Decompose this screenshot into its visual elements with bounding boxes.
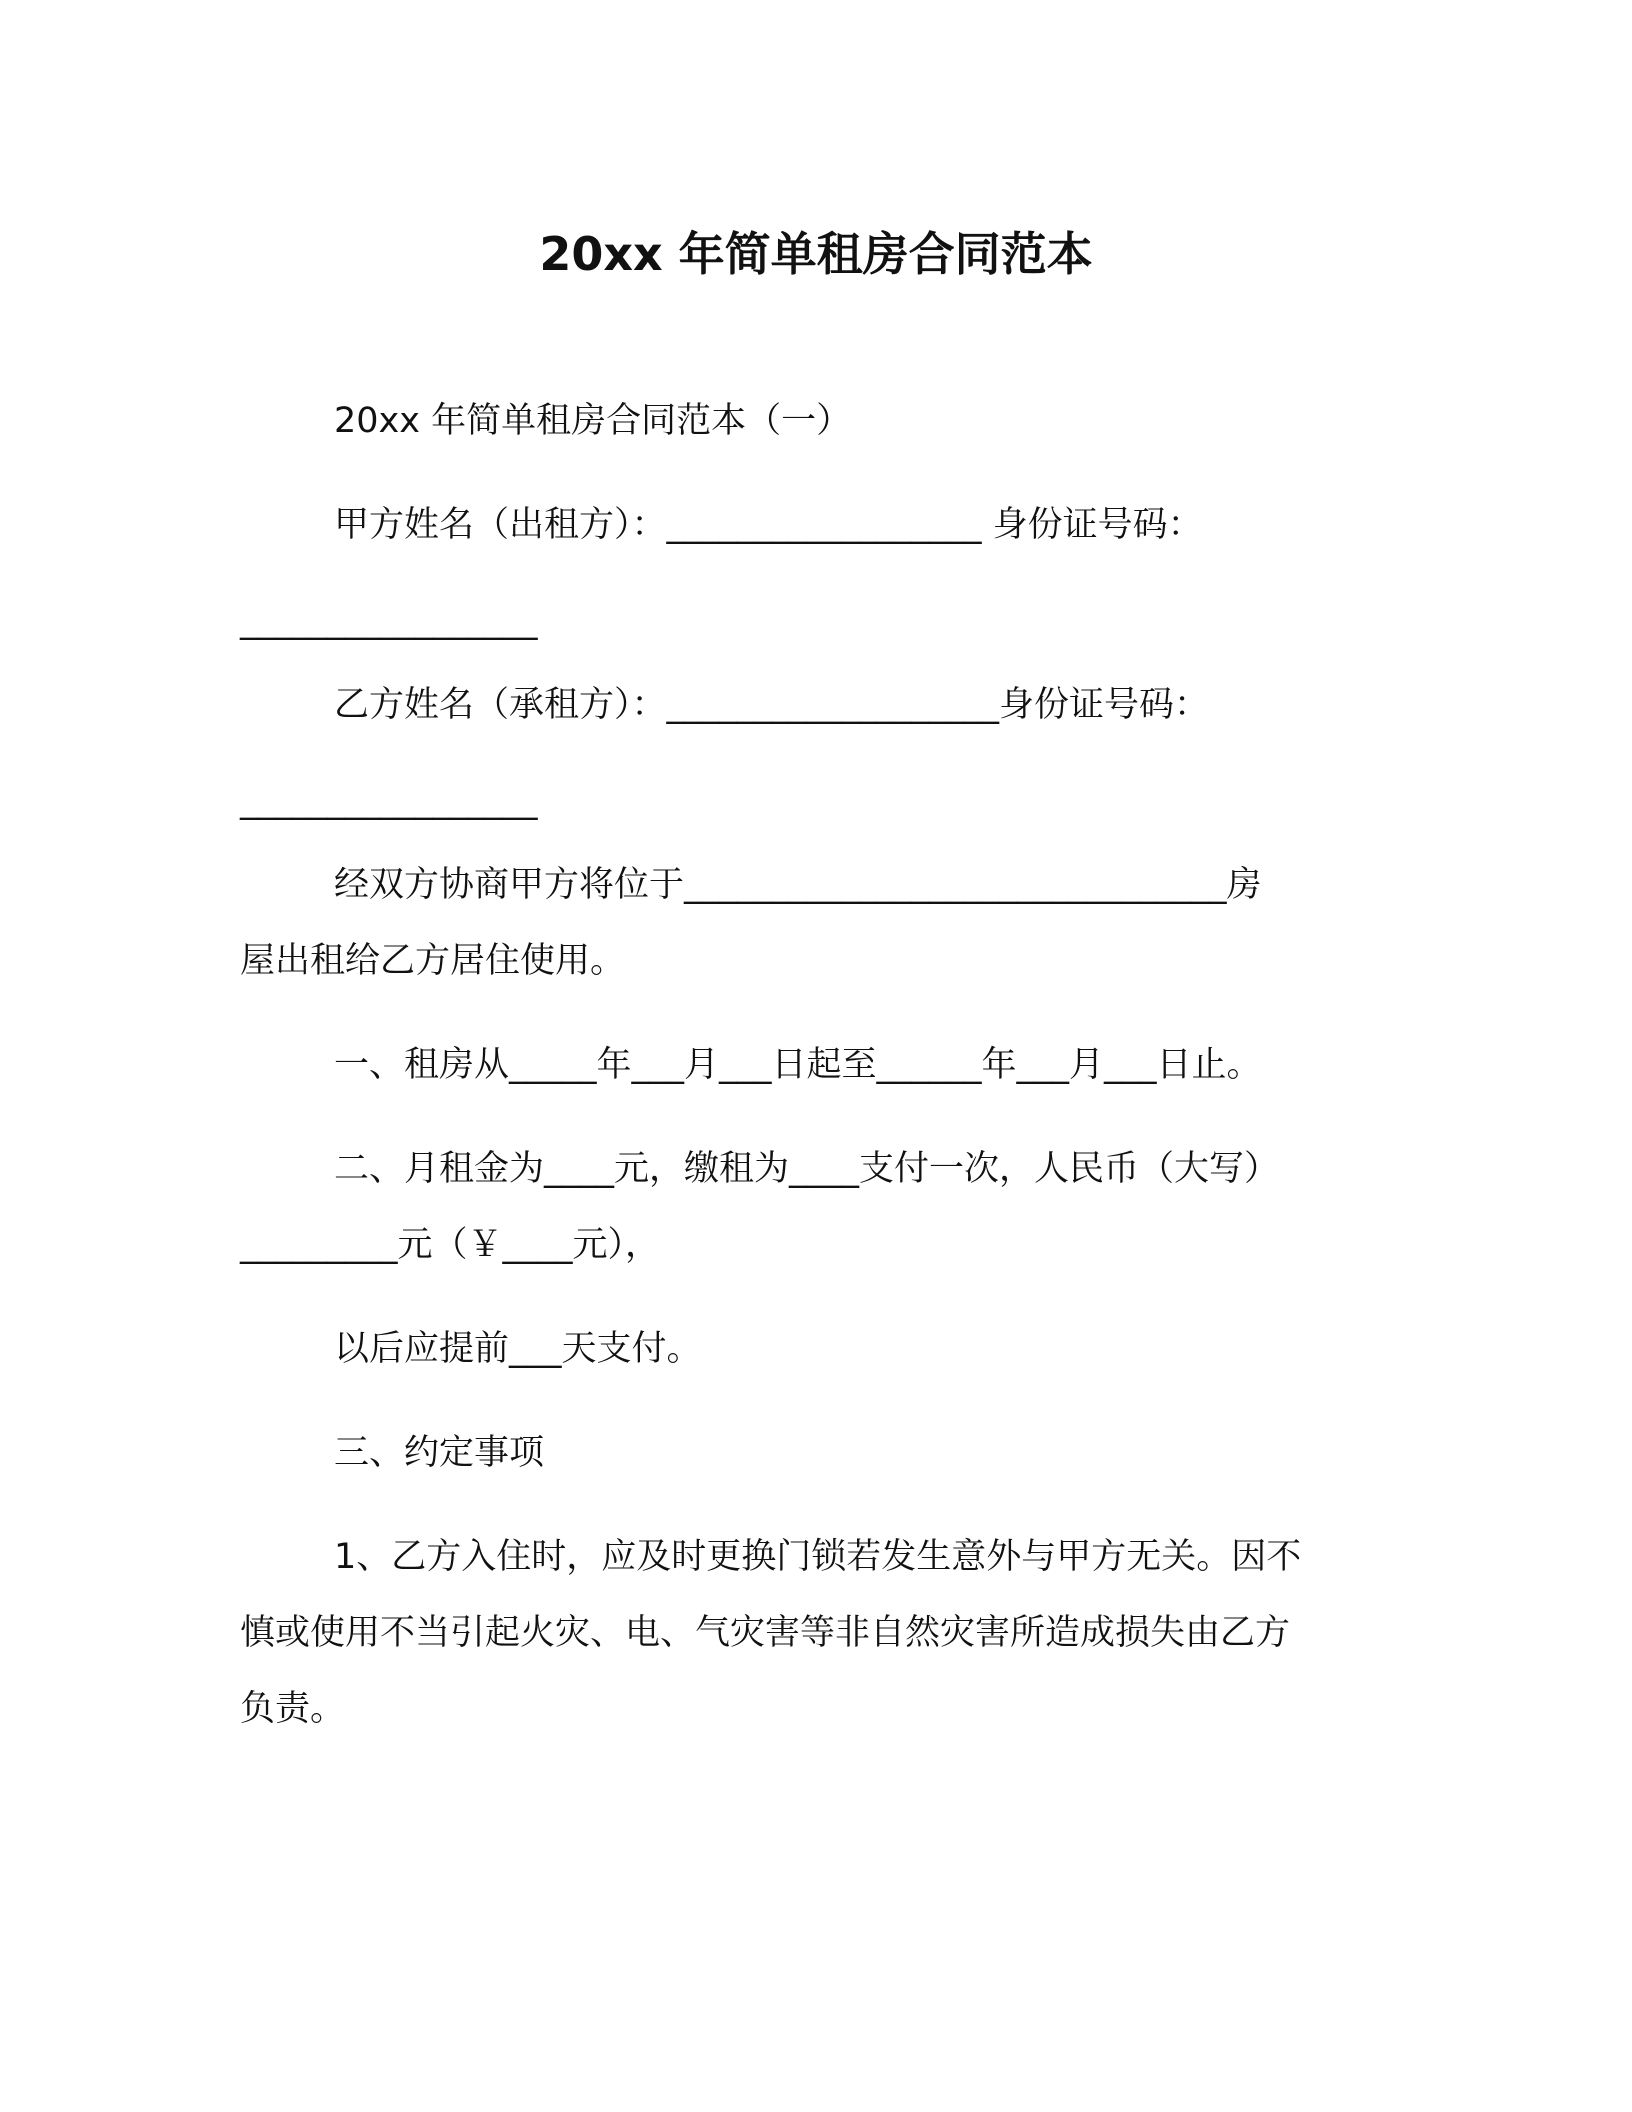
party-b-id-blank: _________________ (240, 781, 538, 821)
party-a-line: 甲方姓名（出租方）：__________________ 身份证号码： (334, 505, 1203, 545)
contract-subtitle: 20xx 年简单租房合同范本（一） (334, 401, 852, 441)
document-title: 20xx 年简单租房合同范本 (539, 227, 1093, 281)
party-b-line: 乙方姓名（承租方）：___________________身份证号码： (334, 685, 1210, 725)
clause-1: 一、租房从_____年___月___日起至______年___月___日止。 (334, 1045, 1262, 1085)
clause-2-line-2: _________元（￥____元）， (240, 1225, 661, 1265)
clause-2-line-1: 二、月租金为____元，缴租为____支付一次，人民币（大写） (334, 1149, 1280, 1189)
location-line-1: 经双方协商甲方将位于_______________________________房 (334, 865, 1262, 905)
clause-3-heading: 三、约定事项 (334, 1433, 545, 1473)
item-1-line-1: 1、乙方入住时，应及时更换门锁若发生意外与甲方无关。因不 (334, 1537, 1302, 1577)
item-1-line-3: 负责。 (240, 1689, 346, 1729)
party-a-id-blank: _________________ (240, 601, 538, 641)
item-1-line-2: 慎或使用不当引起火灾、电、气灾害等非自然灾害所造成损失由乙方 (240, 1613, 1291, 1653)
location-line-2: 屋出租给乙方居住使用。 (240, 941, 626, 981)
clause-2-line-3: 以后应提前___天支付。 (334, 1329, 702, 1369)
